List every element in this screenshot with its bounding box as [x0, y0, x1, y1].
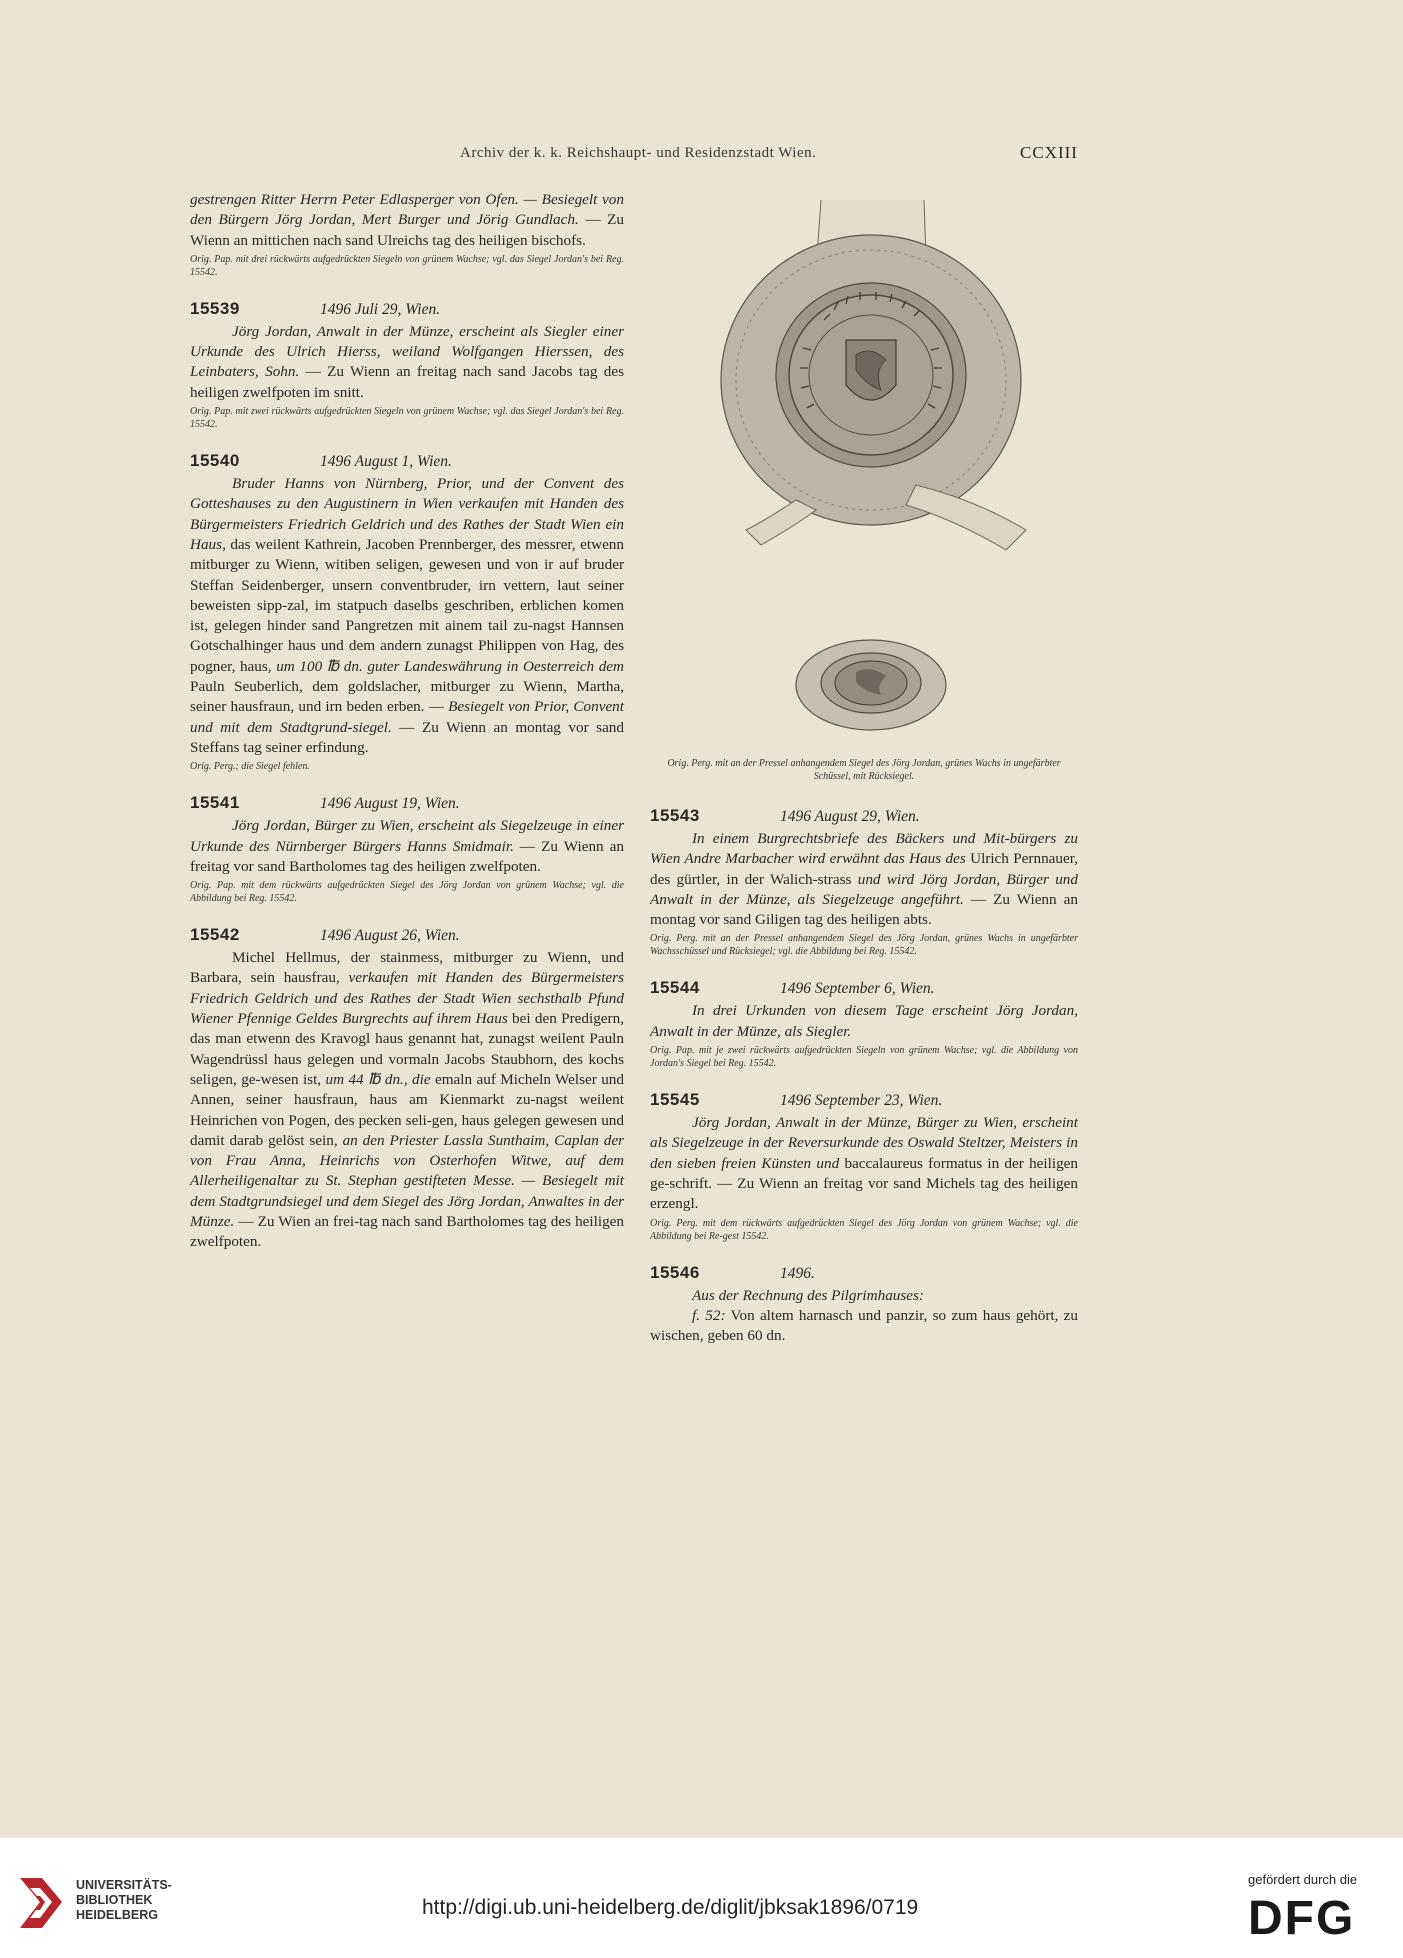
library-name [76, 1878, 172, 1923]
entry-text-plain-2: — Zu Wienn an montag vor sand Giligen tag des heiligen abts. [650, 890, 1078, 929]
entry-date: 1496 August 1, Wien. [320, 453, 452, 471]
entry-number: 15540 [190, 451, 240, 471]
entry-header [190, 925, 624, 945]
entry-text-italic: verkaufen mit Handen des Bürgermeisters Friedrich Geldrich und des Rathes der Stadt Wien sechsthalb Pfund Wiener Pfennige Geldes Burgrechts auf ihrem Haus [190, 969, 624, 1028]
entry-header [650, 1263, 1078, 1283]
entry-text [650, 1113, 1078, 1214]
entry-number: 15546 [650, 1262, 700, 1282]
entry-text [190, 322, 624, 403]
entry-text-italic: Jörg Jordan, Anwalt in der Münze, erscheint als Siegler einer Urkunde des Ulrich Hierss, weiland Wolfgangen Hierssen, des Leinbaters, Sohn. [190, 322, 624, 381]
entry-text: In drei Urkunden von diesem Tage erscheint Jörg Jordan, Anwalt in der Münze, als Siegler. [650, 1002, 1078, 1040]
entry-text-plain: baccalaureus formatus in der heiligen ge-schrift. — Zu Wienn an freitag vor sand Michels tag des heiligen erzengl. [650, 1154, 1079, 1213]
entry-text-italic-2: f. 52: [692, 1306, 726, 1324]
entry-header [190, 793, 624, 813]
entry-15545 [650, 1090, 1078, 1242]
entry-date: 1496. [780, 1264, 815, 1282]
entry-date: 1496 August 29, Wien. [780, 808, 920, 825]
entry-text-italic-3: Besiegelt von Prior, Convent und mit dem Stadtgrund-siegel. [190, 698, 624, 736]
left-column [190, 190, 624, 1253]
entry-text-plain-4: — Zu Wien an frei-tag nach sand Bartholomes tag des heiligen zwelfpoten. [190, 1212, 624, 1251]
entry-text-italic-3: an den Priester Lassla Sunthaim, Caplan der von Frau Anna, Heinrichs von Osterhofen Witwe, auf dem Allerheiligenaltar zu St. Stephan gestifteten Messe. — Besiegelt mit dem Stadtgrundsiegel und dem Siegel des Jörg Jordan, Anwaltes in der Münze. [190, 1131, 624, 1230]
dfg-logo: DFG [1248, 1892, 1356, 1945]
viewer-footer [0, 1838, 1403, 1958]
intro-plain: — Zu Wienn an mittichen nach sand Ulreichs tag des heiligen bischofs. [190, 211, 624, 249]
entry-text-plain: Ulrich Pernnauer, des gürtler, in der Walich-strass [650, 850, 1078, 888]
entry-date: 1496 September 6, Wien. [780, 980, 935, 998]
entry-date: 1496 Juli 29, Wien. [320, 300, 441, 318]
entry-note: Orig. Pap. mit zwei rückwärts aufgedrückten Siegeln von grünem Wachse; vgl. das Siegel Jordan's bei Reg. 15542. [190, 406, 624, 431]
entry-15542 [190, 925, 624, 1252]
entry-text-italic: Jörg Jordan, Anwalt in der Münze, Bürger zu Wien, erscheint als Siegelzeuge in der Reversurkunde des Oswald Steltzer, Meisters in den sieben freien Künsten und [650, 1114, 1078, 1172]
entry-15539 [190, 299, 624, 431]
entry-text-italic: In einem Burgrechtsbriefe des Bäckers und Mit-bürgers zu Wien Andre Marbacher wird erwähnt das Haus des [650, 830, 1078, 868]
entry-number: 15543 [650, 806, 700, 825]
entry-text [190, 474, 624, 758]
entry-text-italic: Jörg Jordan, Bürger zu Wien, erscheint als Siegelzeuge in einer Urkunde des Nürnberger Bürgers Hanns Smidmair. [190, 817, 624, 855]
entry-number: 15545 [650, 1090, 700, 1110]
entry-15540 [190, 451, 624, 773]
entry-text-plain-3: — Zu Wienn an montag vor sand Steffans tag seiner erfindung. [190, 718, 624, 756]
seal-illustration [706, 200, 1036, 760]
entry-note: Orig. Perg. mit dem rückwärts aufgedrückten Siegel des Jörg Jordan von grünem Wachse; vgl. die Abbildung bei Re-gest 15542. [650, 1217, 1078, 1242]
entry-note: Orig. Pap. mit je zwei rückwärts aufgedrückten Siegeln von grünem Wachse; vgl. die Abbildung von Jordan's Siegel bei Reg. 15542. [650, 1045, 1078, 1070]
university-library-logo-icon [16, 1874, 66, 1932]
entry-text-plain: — Zu Wienn an freitag vor sand Bartholomes tag des heiligen zwelfpoten. [190, 837, 624, 875]
entry-note: Orig. Perg.; die Siegel fehlen. [190, 761, 310, 773]
entry-number: 15542 [190, 925, 240, 945]
entry-text-italic-2: um 100 ℔ dn. guter Landeswährung in Oesterreich dem [271, 657, 624, 675]
entry-number: 15539 [190, 298, 240, 318]
entry-text [650, 1306, 1078, 1347]
library-name-line: UNIVERSITÄTS- [76, 1878, 172, 1892]
entry-date: 1496 August 19, Wien. [320, 795, 460, 813]
intro-text [190, 190, 624, 251]
intro-note: Orig. Pap. mit drei rückwärts aufgedrückten Siegeln von grünem Wachse; vgl. das Siegel Jordan's bei Reg. 15542. [190, 253, 624, 278]
funding-note: gefördert durch die [1248, 1872, 1358, 1887]
entry-header [650, 1090, 1078, 1110]
entry-text-heading: Aus der Rechnung des Pilgrimhauses: [692, 1286, 924, 1304]
entry-text-italic-2: um 44 ℔ dn., die [321, 1070, 431, 1088]
entry-header [650, 978, 1078, 998]
entry-header [190, 299, 624, 319]
right-column [650, 806, 1078, 1346]
intro-entry [190, 190, 624, 279]
entry-text-plain: Von altem harnasch und panzir, so zum haus gehört, zu wischen, geben 60 dn. [650, 1306, 1078, 1345]
entry-number: 15544 [650, 978, 700, 998]
entry-15546 [650, 1263, 1078, 1347]
permalink-url[interactable]: http://digi.ub.uni-heidelberg.de/diglit/jbksak1896/0719 [422, 1896, 919, 1919]
entry-date: 1496 August 26, Wien. [320, 927, 460, 945]
entry-header [190, 451, 624, 471]
page-number: CCXIII [1020, 143, 1078, 162]
entry-text-plain-3: emaln auf Micheln Welser und Annen, seiner hausfraun, haus am Kienmarkt zu-nagst weilent Heinrichen von Pogen, des pecken seli-gen, haus gelegen gewesen und damit darab gelöst sein, [190, 1070, 624, 1149]
entry-15541 [190, 793, 624, 905]
entry-15543 [650, 806, 1078, 958]
entry-text [190, 816, 624, 877]
entry-date: 1496 September 23, Wien. [780, 1092, 943, 1110]
entry-text-italic-2: und wird Jörg Jordan, Bürger und Anwalt in der Münze, als Siegelzeuge angeführt. [650, 870, 1078, 908]
entry-text-plain-2: Pauln Seuberlich, dem goldslacher, mitburger zu Wienn, Martha, seiner hausfraun, und irn beden erben. — [190, 678, 624, 716]
library-name-line: HEIDELBERG [76, 1908, 158, 1922]
entry-text-plain-2: bei den Predigern, das man etwenn des Kravogl haus genannt hat, zunagst weilent Pauln Wagendrüssl haus gelegen und vormaln Jacobs Staubhorn, des kochs seligen, ge-wesen ist, [190, 1010, 624, 1088]
entry-header [650, 806, 1078, 826]
entry-text-plain: das weilent Kathrein, Jacoben Prennberger, des messrer, etwenn mitburger zu Wienn, witiben seligen, gewesen und von ir auf bruder Steffan Seidenberger, unsern conventbruder, irn vettern, laut seiner beweisten sipp-zal, im statpuch daselbs geschriben, erblichen komen ist, gelegen hinder sand Pangretzen mit ainem tail zu-nagst Hannsen Gotschalhinger haus und dem andern zunagst Philippen von Hag, des pogner, haus, [190, 535, 624, 675]
entry-text [650, 829, 1078, 930]
entry-text-plain: Michel Hellmus, der stainmess, mitburger zu Wienn, und Barbara, sein hausfrau, [190, 949, 624, 987]
library-name-line: BIBLIOTHEK [76, 1893, 153, 1907]
entry-text-italic: Bruder Hanns von Nürnberg, Prior, und der Convent des Gotteshauses zu den Augustinern in Wien verkaufen mit Handen des Bürgermeisters Friedrich Geldrich und des Rathes der Stadt Wien ein Haus, [190, 475, 624, 553]
entry-text [190, 948, 624, 1252]
figure-caption: Orig. Perg. mit an der Pressel anhangendem Siegel des Jörg Jordan, grünes Wachs in ungefärbter Schüssel, mit Rücksiegel. [667, 758, 1061, 782]
entry-number: 15541 [190, 793, 240, 813]
intro-italic: gestrengen Ritter Herrn Peter Edlasperger von Ofen. — Besiegelt von den Bürgern Jörg Jordan, Mert Burger und Jörig Gundlach. [190, 191, 624, 229]
entry-note: Orig. Pap. mit dem rückwärts aufgedrückten Siegel des Jörg Jordan von grünem Wachse; vgl. die Abbildung bei Reg. 15542. [190, 880, 624, 905]
entry-15544 [650, 978, 1078, 1070]
entry-note: Orig. Perg. mit an der Pressel anhangendem Siegel des Jörg Jordan, grünes Wachs in ungefärbter Wachsschüssel und Rücksiegel; vgl. die Abbildung bei Reg. 15542. [650, 933, 1078, 958]
entry-text-plain: — Zu Wienn an freitag nach sand Jacobs tag des heiligen zwelfpoten im snitt. [190, 363, 624, 401]
running-title: Archiv der k. k. Reichshaupt- und Residenzstadt Wien. [460, 145, 817, 161]
